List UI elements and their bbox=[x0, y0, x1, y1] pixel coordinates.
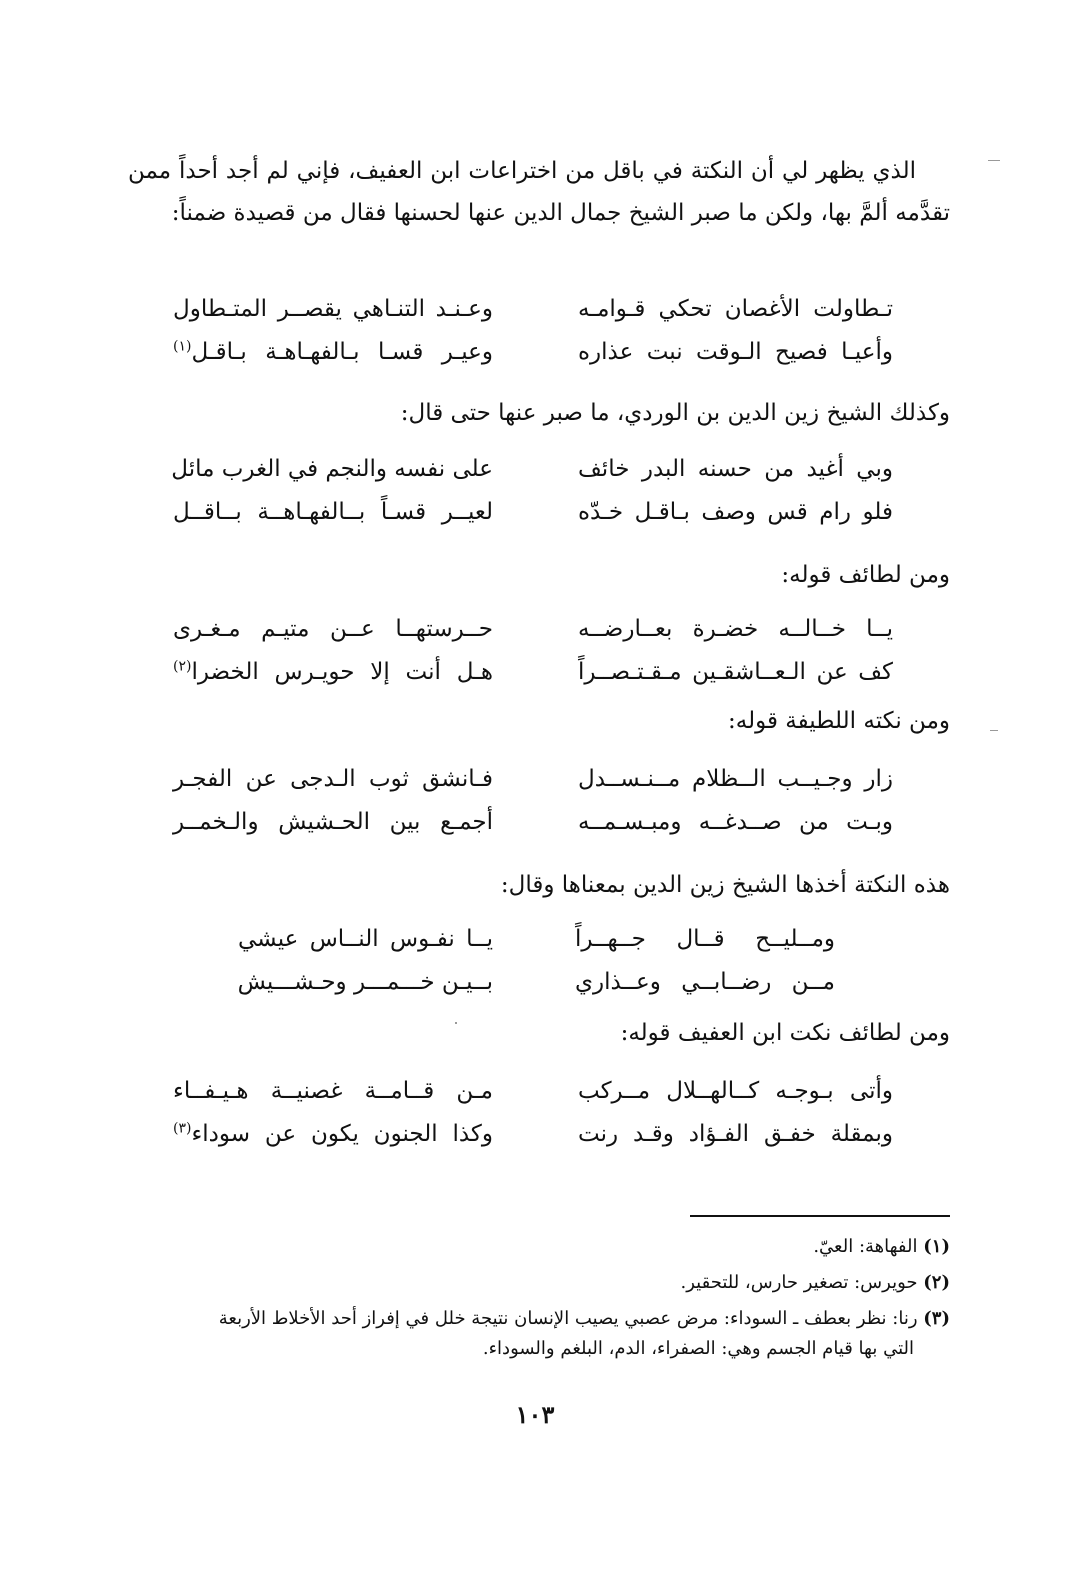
footnote-text: رنا: نظر بعطف ـ السوداء: مرض عصبي يصيب الإنسان نتيجة خلل في إفراز أحد الأخلاط الأربعة bbox=[218, 1308, 918, 1329]
poem-3-line-2-first-half: كف عن الـعــاشقـين مـقـتـصــراً bbox=[578, 659, 893, 685]
intro-paragraph-2: وكذلك الشيخ زين الدين بن الوردي، ما صبر عنها حتى قال: bbox=[400, 400, 950, 426]
poem-1-line-2-first-half: وأعيـا فصيح الـوقت نبت عذاره bbox=[578, 339, 893, 365]
poem-5-line-2-first-half: مــن رضــابــي وعــذاري bbox=[575, 969, 835, 995]
footnote-continuation: التي بها قيام الجسم وهي: الصفراء، الدم، البلغم والسوداء. bbox=[482, 1338, 914, 1359]
footnote-text: حويرس: تصغير حارس، للتحقير. bbox=[680, 1272, 918, 1293]
poem-1-line-2-second-half bbox=[173, 331, 493, 374]
footnote-marker-2: (٢) bbox=[173, 658, 192, 675]
poem-3-line-1-first-half: يــا خــالــه خضـرة بعــارضــه bbox=[578, 616, 893, 642]
poem-6-line-1-second-half: مـن قــامــة غصنيــة هـيـفــاء bbox=[173, 1078, 493, 1104]
scan-fleck bbox=[455, 1022, 457, 1024]
poem-2-line-2-first-half: فلو رام قس وصف بـاقـل خـدّه bbox=[578, 499, 893, 525]
scan-fleck bbox=[990, 730, 998, 731]
verse-text: هـل أنت إلا حويـرس الخضرا bbox=[191, 659, 493, 685]
footnote-marker-1: (١) bbox=[173, 338, 192, 355]
poem-6-line-2-second-half bbox=[173, 1113, 493, 1156]
intro-paragraph-5: هذه النكتة أخذها الشيخ زين الدين بمعناها وقال: bbox=[500, 872, 950, 898]
poem-3-line-2-second-half bbox=[173, 651, 493, 694]
poem-4-line-2-first-half: وبـت من صــدغــه ومبـسـمــه bbox=[578, 809, 893, 835]
page-number: ١٠٣ bbox=[515, 1400, 555, 1429]
footnote-separator bbox=[690, 1215, 950, 1217]
intro-paragraph-6: ومن لطائف نكت ابن العفيف قوله: bbox=[620, 1020, 950, 1046]
poem-3-line-1-second-half: حــرستهــا عــن متيـم مـغـرى bbox=[173, 616, 493, 642]
poem-6 bbox=[173, 1070, 893, 1156]
intro-paragraph-3: ومن لطائف قوله: bbox=[781, 562, 950, 588]
poem-4 bbox=[173, 758, 893, 844]
intro-paragraph: الذي يظهر لي أن النكتة في باقل من اختراعات ابن العفيف، فإني لم أجد أحداً ممن تقدَّمه ألمَّ بها، ولكن ما صبر الشيخ جمال الدين عنها لحسنها فقال من قصيدة ضمناً: bbox=[128, 158, 950, 226]
poem-5-line-2-second-half: بــيـن خـــمـــر وحـشـــيش bbox=[237, 969, 493, 995]
intro-paragraph-4: ومن نكته اللطيفة قوله: bbox=[728, 708, 950, 734]
poem-3 bbox=[173, 608, 893, 694]
scan-fleck bbox=[988, 160, 1000, 161]
poem-5-line-1-second-half: يــا نفـوس النــاس عيشي bbox=[238, 926, 493, 952]
poem-4-line-2-second-half: أجمـع بين الحـشيش والـخمــر bbox=[173, 809, 493, 835]
footnote-1 bbox=[125, 1232, 950, 1262]
footnote-number: (١) bbox=[923, 1236, 950, 1257]
poem-5-line-1-first-half: ومــليــح قــال جــهــراً bbox=[575, 926, 835, 952]
footnote-number: (٢) bbox=[923, 1272, 950, 1293]
poem-6-line-1-first-half: وأتى بـوجـه كــالهــلال مــركب bbox=[578, 1078, 893, 1104]
footnote-text: الفهاهة: العيّ. bbox=[813, 1236, 918, 1257]
footnote-number: (٣) bbox=[923, 1308, 950, 1329]
verse-text: وكذا الجنون يكون عن سوداء bbox=[191, 1121, 493, 1147]
footnote-2 bbox=[125, 1268, 950, 1298]
poem-4-line-1-second-half: فـانشق ثوب الـدجى عن الفجـر bbox=[173, 766, 493, 792]
poem-6-line-2-first-half: وبمقلة خفـق الفـؤاد وقـد رنت bbox=[578, 1121, 893, 1147]
poem-1-line-1-second-half: وعـنـد التنـاهي يقصــر المتـطاول bbox=[173, 296, 493, 322]
footnote-marker-3: (٣) bbox=[173, 1120, 192, 1137]
verse-text: وعيـر قسـا بـالفهـاهـة بـاقـل bbox=[191, 339, 493, 365]
poem-5 bbox=[173, 918, 893, 1004]
poem-1-line-1-first-half: تـطاولت الأغصان تحكي قـوامـه bbox=[578, 296, 893, 322]
poem-1 bbox=[173, 288, 893, 374]
poem-2-line-1-first-half: وبي أغيد من حسنه البدر خائف bbox=[578, 456, 893, 482]
poem-2-line-2-second-half: لعيــر قسـاً بــالفهـاهــة بــاقــل bbox=[173, 499, 493, 525]
footnote-3 bbox=[125, 1304, 950, 1364]
poem-2 bbox=[173, 448, 893, 534]
poem-4-line-1-first-half: زار وجـيــب الــظلام مــنـســدل bbox=[578, 766, 893, 792]
poem-2-line-1-second-half: على نفسه والنجم في الغرب مائل bbox=[171, 456, 493, 482]
